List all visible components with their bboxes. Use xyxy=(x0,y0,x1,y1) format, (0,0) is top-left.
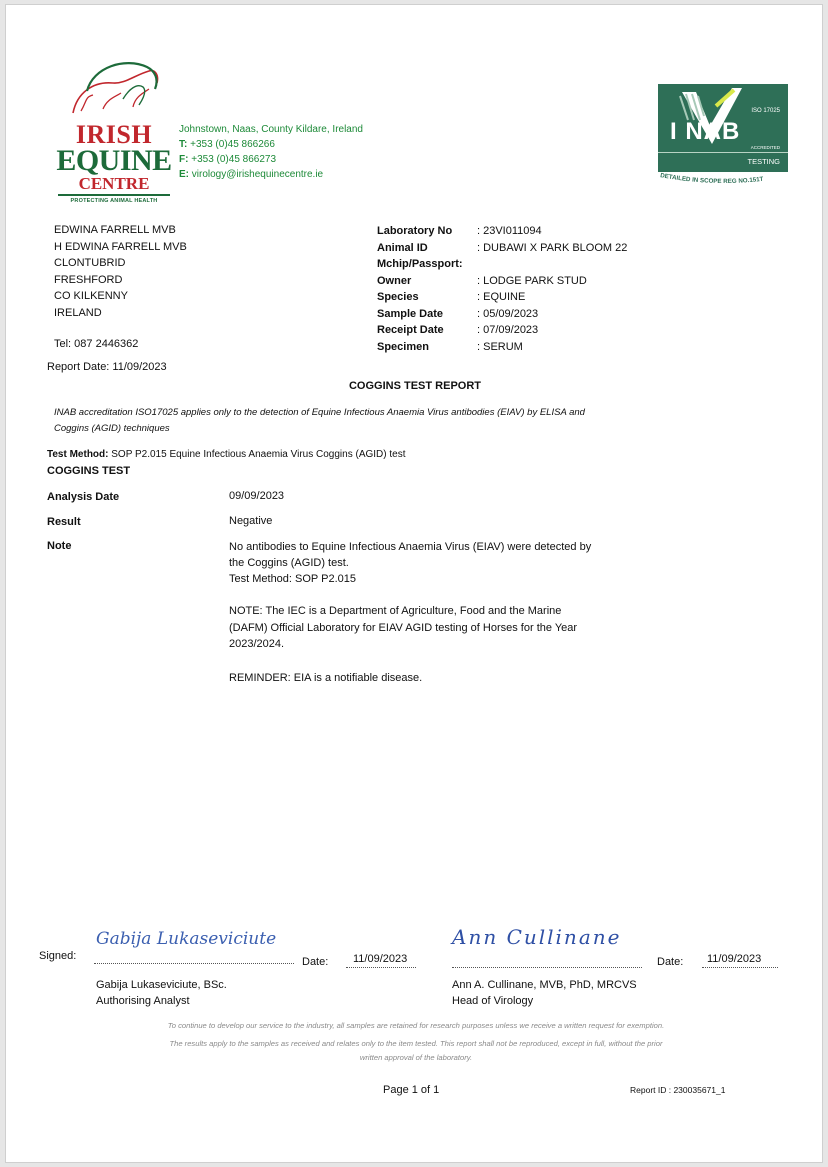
note-line: No antibodies to Equine Infectious Anaemia Virus (EIAV) were detected by xyxy=(229,541,592,553)
date-line-1 xyxy=(346,967,416,968)
lab-info-value: : EQUINE xyxy=(477,291,526,303)
report-page xyxy=(5,4,823,1163)
note-line: REMINDER: EIA is a notifiable disease. xyxy=(229,672,423,684)
contact-email[interactable]: E: virology@irishequinecentre.ie xyxy=(179,169,324,180)
contact-fax: F: +353 (0)45 866273 xyxy=(179,154,277,165)
logo-rule xyxy=(58,194,170,196)
lab-info-label: Laboratory No xyxy=(377,225,453,237)
lab-info-label: Species xyxy=(377,291,419,303)
page-number: Page 1 of 1 xyxy=(383,1084,440,1096)
lab-info-label: Owner xyxy=(377,275,412,287)
address-line: CO KILKENNY xyxy=(54,290,128,302)
lab-info-label: Mchip/Passport: xyxy=(377,258,463,270)
signer-2-name: Ann A. Cullinane, MVB, PhD, MRCVS xyxy=(452,979,637,991)
logo-word-irish: IRISH xyxy=(75,120,153,149)
signature-date-2: 11/09/2023 xyxy=(707,953,762,965)
telephone: Tel: 087 2446362 xyxy=(54,338,139,350)
note-line: NOTE: The IEC is a Department of Agriculture, Food and the Marine xyxy=(229,605,562,617)
signed-label: Signed: xyxy=(39,950,77,962)
address-line: FRESHFORD xyxy=(54,274,123,286)
lab-info-label: Animal ID xyxy=(377,242,428,254)
contact-address: Johnstown, Naas, County Kildare, Ireland xyxy=(179,124,363,135)
footer-disclaimer: The results apply to the samples as received and relates only to the item tested. This report shall not be reproduced, except in full, without the prior xyxy=(169,1039,663,1048)
note-line: 2023/2024. xyxy=(229,638,285,650)
signer-1-name: Gabija Lukaseviciute, BSc. xyxy=(96,979,227,991)
contact-block xyxy=(179,122,363,182)
inab-accredited: ACCREDITED xyxy=(750,145,780,150)
signer-2-role: Head of Virology xyxy=(452,995,534,1007)
lab-info-value: : 05/09/2023 xyxy=(477,308,539,320)
lab-info-label: Receipt Date xyxy=(377,324,444,336)
lab-info-label: Sample Date xyxy=(377,308,444,320)
signer-1-role: Authorising Analyst xyxy=(96,995,190,1007)
signature-date-1: 11/09/2023 xyxy=(353,953,408,965)
note-line: Test Method: SOP P2.015 xyxy=(229,573,356,585)
inab-iso-label: ISO 17025 xyxy=(751,108,780,114)
lab-info-value: : 23VI011094 xyxy=(477,225,542,237)
address-line: IRELAND xyxy=(54,307,102,319)
accreditation-note-line: Coggins (AGID) techniques xyxy=(54,423,170,434)
lab-info-value: : SERUM xyxy=(477,341,523,353)
report-date: Report Date: 11/09/2023 xyxy=(47,361,167,373)
date-label-2: Date: xyxy=(657,956,684,968)
note-line: the Coggins (AGID) test. xyxy=(229,557,349,569)
lab-info-value: : DUBAWI X PARK BLOOM 22 xyxy=(477,242,628,254)
lab-info-label: Specimen xyxy=(377,341,429,353)
inab-testing: TESTING xyxy=(747,157,780,166)
note-label: Note xyxy=(47,540,72,552)
analysis-date-value: 09/09/2023 xyxy=(229,490,285,502)
signature-1: Gabija Lukaseviciute xyxy=(96,929,277,949)
date-line-2 xyxy=(702,967,778,968)
accreditation-note-line: INAB accreditation ISO17025 applies only to the detection of Equine Infectious Anaemia Virus antibodies (EIAV) by ELISA and xyxy=(54,407,585,418)
inab-accreditation-badge xyxy=(658,84,788,172)
report-title: COGGINS TEST REPORT xyxy=(348,380,481,392)
inab-name: I NAB xyxy=(670,118,741,145)
result-label: Result xyxy=(47,516,81,528)
address-line: H EDWINA FARRELL MVB xyxy=(54,241,187,253)
logo-tagline: PROTECTING ANIMAL HEALTH xyxy=(70,198,158,204)
analysis-date-label: Analysis Date xyxy=(47,491,120,503)
note-line: (DAFM) Official Laboratory for EIAV AGID testing of Horses for the Year xyxy=(229,622,578,634)
footer-disclaimer: To continue to develop our service to the industry, all samples are retained for research purposes unless we receive a written request for exemption. xyxy=(167,1021,665,1030)
lab-info-value: : 07/09/2023 xyxy=(477,324,539,336)
svg-text:DETAILED IN SCOPE REG NO.151T xyxy=(660,172,764,185)
logo-word-centre: CENTRE xyxy=(78,174,150,193)
signature-2: Ann Cullinane xyxy=(452,925,622,949)
result-value: Negative xyxy=(229,515,273,527)
logo-word-equine: EQUINE xyxy=(56,144,172,177)
signature-line-2 xyxy=(452,967,642,968)
date-label-1: Date: xyxy=(302,956,329,968)
inab-divider xyxy=(658,152,788,153)
section-title: COGGINS TEST xyxy=(47,465,131,477)
address-line: CLONTUBRID xyxy=(54,257,126,269)
test-method-line: Test Method: SOP P2.015 Equine Infectious Anaemia Virus Coggins (AGID) test xyxy=(47,449,406,460)
signature-line-1 xyxy=(94,963,294,964)
address-line: EDWINA FARRELL MVB xyxy=(54,224,176,236)
footer-disclaimer: written approval of the laboratory. xyxy=(359,1053,473,1062)
lab-info-value: : LODGE PARK STUD xyxy=(477,275,587,287)
contact-phone: T: +353 (0)45 866266 xyxy=(179,139,275,150)
inab-scope-arc xyxy=(658,171,790,195)
inab-scope-text: DETAILED IN SCOPE REG NO.151T xyxy=(659,172,764,186)
report-id: Report ID : 230035671_1 xyxy=(630,1085,726,1095)
